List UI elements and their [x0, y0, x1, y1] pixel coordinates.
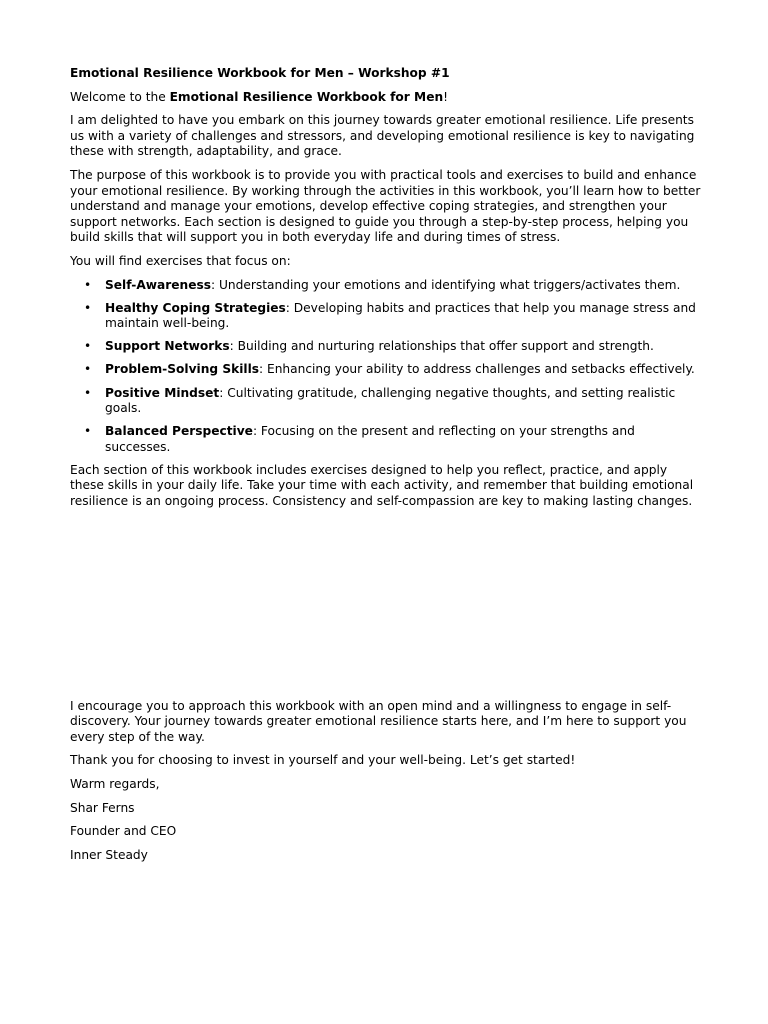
- list-item-term: Positive Mindset: [105, 385, 220, 400]
- list-item-term: Support Networks: [105, 339, 230, 354]
- bullet-icon: •: [84, 277, 92, 292]
- list-item: [70, 386, 702, 417]
- list-item-term: Balanced Perspective: [105, 424, 253, 439]
- list-item-description: : Understanding your emotions and identifying what triggers/activates them.: [211, 277, 681, 292]
- list-item-term: Problem-Solving Skills: [105, 362, 260, 377]
- bullet-icon: •: [84, 385, 92, 400]
- list-item: [70, 301, 702, 332]
- list-item-term: Self-Awareness: [105, 277, 212, 292]
- bullet-icon: •: [84, 300, 92, 315]
- focus-list: [70, 278, 702, 456]
- list-item-description: : Focusing on the present and reflecting on your strengths and successes.: [105, 424, 635, 454]
- purpose-paragraph: The purpose of this workbook is to provide you with practical tools and exercises to build and enhance your emotional resilience. By working through the activities in this workbook, you’ll learn how to better understand and manage your emotions, develop effective coping strategies, and strengthen your support networks. Each section is designed to guide you through a step-by-step process, helping you build skills that will support you in both everyday life and during times of stress.: [70, 167, 701, 245]
- intro-paragraph: I am delighted to have you embark on this journey towards greater emotional resilience. Life presents us with a variety of challenges and stressors, and developing emotional resilience is key to navigating these with strength, adaptability, and grace.: [70, 113, 695, 159]
- list-intro: You will find exercises that focus on:: [70, 253, 291, 268]
- list-item-description: : Enhancing your ability to address challenges and setbacks effectively.: [259, 362, 695, 377]
- list-item: [70, 424, 702, 455]
- list-item: [70, 339, 702, 355]
- list-item-term: Healthy Coping Strategies: [105, 300, 286, 315]
- welcome-suffix: !: [443, 89, 449, 104]
- after-list-paragraph: Each section of this workbook includes exercises designed to help you reflect, practice, and apply these skills in your daily life. Take your time with each activity, and remember that building emotional resilience is an ongoing process. Consistency and self-compassion are key to making lasting changes.: [70, 462, 694, 509]
- bullet-icon: •: [84, 339, 92, 354]
- blank-space: [70, 518, 702, 699]
- list-item: [70, 278, 702, 294]
- document-title: Emotional Resilience Workbook for Men – Workshop #1: [70, 66, 450, 80]
- encourage-paragraph: I encourage you to approach this workbook with an open mind and a willingness to engage in self-discovery. Your journey towards greater emotional resilience starts here, and I’m here to support you every step of the way.: [70, 698, 687, 744]
- signer-name: Shar Ferns: [70, 800, 135, 815]
- welcome-workbook-name: Emotional Resilience Workbook for Men: [169, 89, 444, 104]
- company-name: Inner Steady: [70, 847, 148, 862]
- list-item-description: : Cultivating gratitude, challenging negative thoughts, and setting realistic goals.: [105, 385, 676, 416]
- welcome-prefix: Welcome to the: [70, 89, 170, 104]
- thanks-paragraph: Thank you for choosing to invest in yourself and your well-being. Let’s get started!: [70, 753, 576, 768]
- list-item: [70, 362, 702, 378]
- closing-line: Warm regards,: [70, 777, 160, 792]
- bullet-icon: •: [84, 424, 92, 439]
- welcome-line: [70, 90, 702, 106]
- list-item-description: : Developing habits and practices that help you manage stress and maintain well-being.: [105, 300, 696, 331]
- signer-title: Founder and CEO: [70, 824, 177, 839]
- list-item-description: : Building and nurturing relationships that offer support and strength.: [229, 339, 654, 354]
- document-page: [70, 66, 702, 871]
- bullet-icon: •: [84, 362, 92, 377]
